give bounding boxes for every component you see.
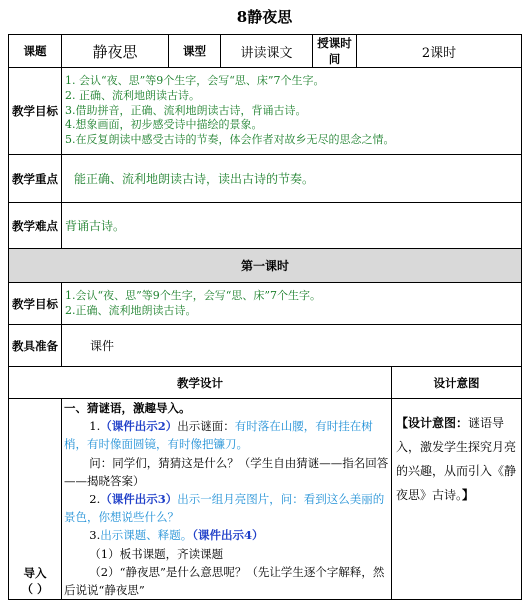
objectives-label: 教学目标 [9, 68, 62, 155]
difficulties-label: 教学难点 [9, 203, 62, 249]
type-label: 课型 [169, 35, 221, 68]
materials-label: 教具准备 [9, 325, 62, 367]
key-points-row [9, 155, 522, 203]
objective-item: 5.在反复朗读中感受古诗的节奏，体会作者对故乡无尽的思念之情。 [65, 133, 395, 147]
process-step-2: 2.（课件出示3）出示一组月亮图片，问：看到这么美丽的景色，你想说些什么？ [64, 492, 385, 525]
lesson-plan-table [8, 34, 522, 600]
lesson-one-title: 第一课时 [9, 249, 522, 283]
intent-text: 谜语导入，激发学生探究月亮的兴趣，从而引入《静夜思》古诗。 [396, 416, 517, 502]
header-row [9, 35, 522, 68]
stage-paren: （ ） [21, 582, 49, 597]
lesson-objective-item: 2.正确、流利地朗读古诗。 [65, 303, 197, 317]
materials-text: 课件 [62, 325, 522, 367]
intent-end: 】 [462, 488, 475, 502]
subject-label: 课题 [9, 35, 62, 68]
intent-tag: 【设计意图： [396, 416, 469, 430]
difficulties-row [9, 203, 522, 249]
stage-cell [9, 399, 62, 600]
process-step-1-question: 问：同学们，猜猜这是什么？（学生自由猜谜——指名回答——揭晓答案） [64, 455, 389, 488]
objective-item: 1. 会认“夜、思”等9个生字，会写“思、床”7个生字。 [65, 74, 325, 87]
process-heading: 一、猜谜语，激趣导入。 [64, 401, 191, 415]
process-step-3-1: （1）板书课题，齐读课题 [89, 546, 224, 561]
key-points-label: 教学重点 [9, 155, 62, 203]
lesson-objectives-label: 教学目标 [9, 283, 62, 325]
key-points-text: 能正确、流利地朗读古诗，读出古诗的节奏。 [62, 155, 522, 203]
process-step-3: 3.出示课题、释题。（课件出示4） [89, 528, 264, 543]
objective-item: 3.借助拼音，正确、流利地朗读古诗，背诵古诗。 [65, 103, 307, 117]
materials-row [9, 325, 522, 367]
intro-row [9, 399, 522, 600]
objectives-list [62, 68, 522, 155]
lesson-objective-item: 1.会认“夜、思”等9个生字，会写“思、床”7个生字。 [65, 288, 321, 302]
design-header: 教学设计 [9, 367, 392, 399]
objective-item: 2. 正确、流利地朗读古诗。 [65, 88, 200, 102]
objective-item: 4.想象画面，初步感受诗中描绘的景象。 [65, 118, 263, 132]
type-value: 讲读课文 [221, 35, 313, 68]
hours-value: 2课时 [357, 35, 522, 68]
subject-value: 静夜思 [62, 35, 169, 68]
page-title: 8静夜思 [236, 8, 293, 26]
objectives-row [9, 68, 522, 155]
difficulties-text: 背诵古诗。 [62, 203, 522, 249]
lesson-objectives-list [62, 283, 522, 325]
intent-header: 设计意图 [392, 367, 522, 399]
stage-label: 导入 [23, 566, 47, 581]
lesson-objectives-row [9, 283, 522, 325]
hours-label: 授课时间 [313, 35, 357, 68]
process-cell [62, 399, 392, 600]
process-step-1: 1.（课件出示2）出示谜面：有时落在山腰，有时挂在树梢，有时像面圆镜，有时像把镰刀。 [64, 419, 373, 452]
lesson-one-row [9, 249, 522, 283]
intent-cell [392, 399, 522, 600]
process-step-3-2: （2）“静夜思”是什么意思呢？（先让学生逐个字解释，然后说说“静夜思” [64, 564, 385, 598]
design-header-row [9, 367, 522, 399]
